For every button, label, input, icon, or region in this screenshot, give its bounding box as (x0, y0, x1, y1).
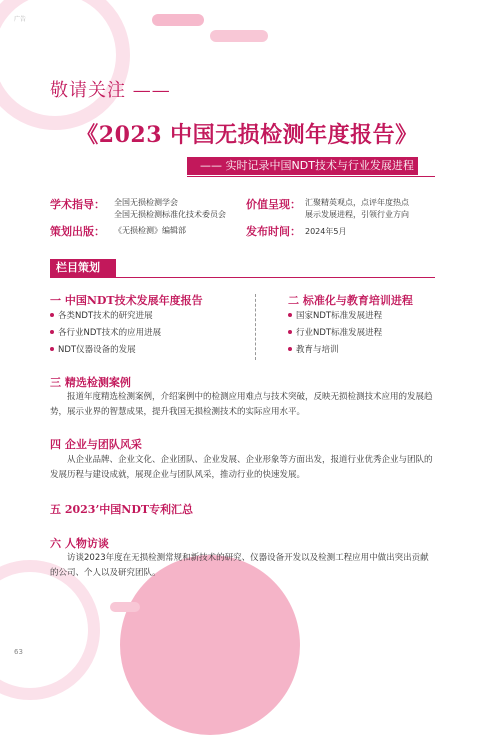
ad-label: 广告 (14, 16, 27, 23)
bullet-dot-icon (288, 313, 292, 317)
col2-item: 行业NDT标准发展进程 (288, 327, 382, 339)
lead-text: 敬请关注 —— (50, 80, 171, 101)
decorative-ring-bottom-left (0, 560, 100, 700)
bullet-dot-icon (288, 330, 292, 334)
subtitle: —— 实时记录中国NDT技术与行业发展进程 (200, 159, 414, 172)
col2-item: 国家NDT标准发展进程 (288, 310, 382, 322)
decorative-pill-top (152, 14, 204, 26)
subtitle-underline (187, 176, 435, 177)
bullet-dot-icon (50, 347, 54, 351)
bullet-dot-icon (50, 313, 54, 317)
value-line2: 展示发展进程，引领行业方向 (305, 210, 409, 219)
col1-item: NDT仪器设备的发展 (50, 344, 136, 356)
value-line1: 汇聚精英观点，点评年度热点 (305, 198, 409, 207)
col2-heading: 二 标准化与教育培训进程 (288, 294, 413, 307)
decorative-pill-bottom (110, 602, 140, 612)
section-heading: 五 2023’中国NDT专利汇总 (50, 503, 194, 516)
planner-label: 策划出版： (50, 225, 105, 238)
bullet-dot-icon (288, 347, 292, 351)
col1-item: 各行业NDT技术的应用进展 (50, 327, 161, 339)
section-body: 从企业品牌、企业文化、企业团队、企业发展、企业形象等方面出发，报道行业优秀企业与团队的发展历程与建设成就，展现企业与团队风采，推动行业的快速发展。 (50, 455, 433, 480)
col2-item: 教育与培训 (288, 344, 339, 356)
section-heading: 六 人物访谈 (50, 537, 109, 550)
date-label: 发布时间： (246, 225, 301, 238)
sponsor-line2: 全国无损检测标准化技术委员会 (114, 210, 226, 219)
section-body: 报道年度精选检测案例，介绍案例中的检测应用难点与技术突破，反映无损检测技术应用的发展趋势，展示业界的智慧成果，提升我国无损检测技术的实际应用水平。 (50, 392, 433, 417)
decorative-circle-bottom (120, 555, 300, 735)
column-divider (255, 294, 256, 360)
planner-value: 《无损检测》编辑部 (114, 226, 186, 235)
decorative-pill-right (210, 30, 268, 42)
page-title: 《2023 中国无损检测年度报告》 (76, 122, 418, 148)
sponsor-label: 学术指导： (50, 198, 105, 211)
bullet-dot-icon (50, 330, 54, 334)
sponsor-line1: 全国无损检测学会 (114, 198, 178, 207)
section-heading: 三 精选检测案例 (50, 376, 131, 389)
col1-heading: 一 中国NDT技术发展年度报告 (50, 294, 203, 307)
value-label: 价值呈现： (246, 198, 301, 211)
page-number: 63 (14, 648, 23, 656)
date-value: 2024年5月 (305, 227, 347, 236)
col1-item: 各类NDT技术的研究进展 (50, 310, 153, 322)
section-heading: 四 企业与团队风采 (50, 438, 142, 451)
columns-banner-line (50, 277, 435, 278)
columns-banner-label: 栏目策划 (56, 261, 100, 274)
section-body: 访谈2023年度在无损检测常规和新技术的研究、仪器设备开发以及检测工程应用中做出突出贡献的公司、个人以及研究团队。 (50, 553, 429, 578)
